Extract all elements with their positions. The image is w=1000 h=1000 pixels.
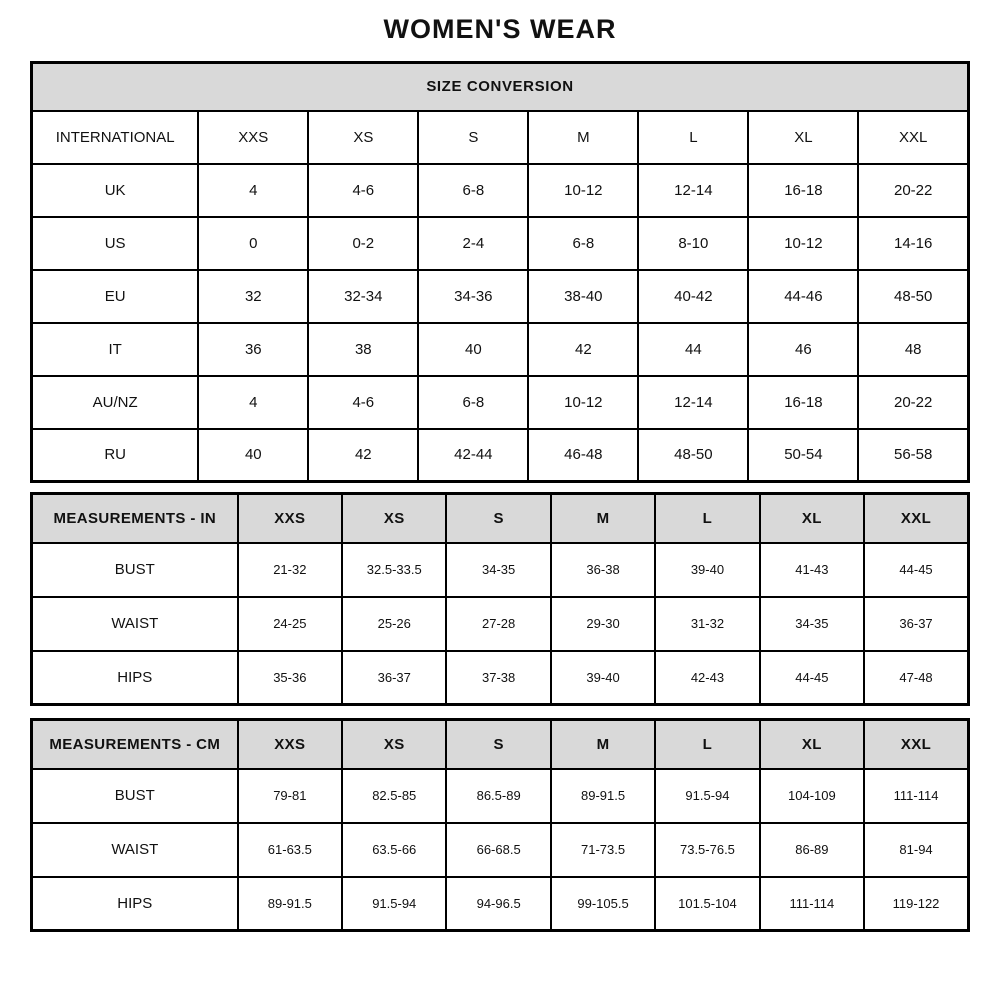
column-header: XXS: [238, 720, 342, 769]
value-cell: 20-22: [858, 164, 968, 217]
value-cell: 4: [198, 376, 308, 429]
value-cell: 32-34: [308, 270, 418, 323]
column-header: S: [446, 494, 550, 543]
table-title: MEASUREMENTS - CM: [32, 720, 238, 769]
value-cell: 2-4: [418, 217, 528, 270]
table-row: [32, 270, 969, 323]
size-conversion-table: [30, 61, 970, 483]
value-cell: 40-42: [638, 270, 748, 323]
table-title: MEASUREMENTS - IN: [32, 494, 238, 543]
column-header: XL: [760, 720, 864, 769]
value-cell: 40: [198, 429, 308, 482]
column-header: M: [551, 494, 655, 543]
value-cell: 81-94: [864, 823, 968, 877]
value-cell: 91.5-94: [655, 769, 759, 823]
value-cell: 56-58: [858, 429, 968, 482]
measurements-cm-table: [30, 718, 970, 932]
row-label: WAIST: [32, 823, 238, 877]
value-cell: 41-43: [760, 543, 864, 597]
column-header: L: [655, 720, 759, 769]
value-cell: 34-36: [418, 270, 528, 323]
value-cell: 4-6: [308, 376, 418, 429]
row-label: US: [32, 217, 199, 270]
value-cell: 10-12: [528, 376, 638, 429]
column-header: S: [418, 111, 528, 164]
value-cell: 35-36: [238, 651, 342, 705]
column-header: XXS: [198, 111, 308, 164]
value-cell: 40: [418, 323, 528, 376]
value-cell: 38-40: [528, 270, 638, 323]
table-row: [32, 323, 969, 376]
column-header: XL: [748, 111, 858, 164]
value-cell: 32.5-33.5: [342, 543, 446, 597]
column-header: L: [655, 494, 759, 543]
value-cell: 119-122: [864, 877, 968, 931]
value-cell: 16-18: [748, 376, 858, 429]
table-row: [32, 877, 969, 931]
value-cell: 86.5-89: [446, 769, 550, 823]
value-cell: 6-8: [528, 217, 638, 270]
value-cell: 99-105.5: [551, 877, 655, 931]
column-header: XL: [760, 494, 864, 543]
value-cell: 44: [638, 323, 748, 376]
value-cell: 12-14: [638, 376, 748, 429]
page-title: WOMEN'S WEAR: [383, 14, 617, 44]
column-header: M: [528, 111, 638, 164]
value-cell: 12-14: [638, 164, 748, 217]
value-cell: 46: [748, 323, 858, 376]
column-header: L: [638, 111, 748, 164]
value-cell: 79-81: [238, 769, 342, 823]
row-label: IT: [32, 323, 199, 376]
value-cell: 25-26: [342, 597, 446, 651]
row-label: AU/NZ: [32, 376, 199, 429]
measurements-in-table: [30, 492, 970, 706]
value-cell: 8-10: [638, 217, 748, 270]
value-cell: 44-46: [748, 270, 858, 323]
row-label: HIPS: [32, 651, 238, 705]
row-label: UK: [32, 164, 199, 217]
value-cell: 42-44: [418, 429, 528, 482]
value-cell: 86-89: [760, 823, 864, 877]
value-cell: 36-38: [551, 543, 655, 597]
value-cell: 48-50: [858, 270, 968, 323]
value-cell: 36-37: [342, 651, 446, 705]
value-cell: 44-45: [864, 543, 968, 597]
column-header: S: [446, 720, 550, 769]
row-label: BUST: [32, 769, 238, 823]
table-row: [32, 823, 969, 877]
value-cell: 32: [198, 270, 308, 323]
value-cell: 104-109: [760, 769, 864, 823]
value-cell: 6-8: [418, 164, 528, 217]
value-cell: 61-63.5: [238, 823, 342, 877]
value-cell: 10-12: [748, 217, 858, 270]
value-cell: 0-2: [308, 217, 418, 270]
value-cell: 31-32: [655, 597, 759, 651]
value-cell: 20-22: [858, 376, 968, 429]
column-header: XS: [342, 720, 446, 769]
value-cell: 89-91.5: [551, 769, 655, 823]
value-cell: 34-35: [760, 597, 864, 651]
value-cell: 101.5-104: [655, 877, 759, 931]
row-label: WAIST: [32, 597, 238, 651]
table-row: [32, 217, 969, 270]
table-row: [32, 376, 969, 429]
value-cell: 89-91.5: [238, 877, 342, 931]
row-label: HIPS: [32, 877, 238, 931]
value-cell: 82.5-85: [342, 769, 446, 823]
value-cell: 48-50: [638, 429, 748, 482]
row-label: BUST: [32, 543, 238, 597]
value-cell: 36-37: [864, 597, 968, 651]
value-cell: 6-8: [418, 376, 528, 429]
value-cell: 42-43: [655, 651, 759, 705]
column-header: XS: [308, 111, 418, 164]
value-cell: 37-38: [446, 651, 550, 705]
value-cell: 73.5-76.5: [655, 823, 759, 877]
column-header: XXL: [858, 111, 968, 164]
table-row: [32, 769, 969, 823]
value-cell: 24-25: [238, 597, 342, 651]
value-cell: 10-12: [528, 164, 638, 217]
value-cell: 36: [198, 323, 308, 376]
value-cell: 4-6: [308, 164, 418, 217]
table-row: [32, 543, 969, 597]
table-row: [32, 651, 969, 705]
value-cell: 46-48: [528, 429, 638, 482]
value-cell: 42: [528, 323, 638, 376]
column-header: XXL: [864, 494, 968, 543]
value-cell: 34-35: [446, 543, 550, 597]
value-cell: 14-16: [858, 217, 968, 270]
value-cell: 111-114: [864, 769, 968, 823]
value-cell: 48: [858, 323, 968, 376]
row-label-header: INTERNATIONAL: [32, 111, 199, 164]
value-cell: 38: [308, 323, 418, 376]
row-label: EU: [32, 270, 199, 323]
value-cell: 39-40: [551, 651, 655, 705]
value-cell: 21-32: [238, 543, 342, 597]
column-header: XS: [342, 494, 446, 543]
value-cell: 0: [198, 217, 308, 270]
column-header: XXS: [238, 494, 342, 543]
table-row: [32, 597, 969, 651]
value-cell: 111-114: [760, 877, 864, 931]
value-cell: 63.5-66: [342, 823, 446, 877]
table-row: [32, 164, 969, 217]
value-cell: 44-45: [760, 651, 864, 705]
value-cell: 71-73.5: [551, 823, 655, 877]
table-title: SIZE CONVERSION: [32, 63, 969, 111]
value-cell: 47-48: [864, 651, 968, 705]
value-cell: 42: [308, 429, 418, 482]
table-row: [32, 429, 969, 482]
value-cell: 39-40: [655, 543, 759, 597]
value-cell: 27-28: [446, 597, 550, 651]
value-cell: 91.5-94: [342, 877, 446, 931]
column-header: XXL: [864, 720, 968, 769]
value-cell: 29-30: [551, 597, 655, 651]
value-cell: 4: [198, 164, 308, 217]
value-cell: 50-54: [748, 429, 858, 482]
row-label: RU: [32, 429, 199, 482]
column-header: M: [551, 720, 655, 769]
value-cell: 94-96.5: [446, 877, 550, 931]
value-cell: 66-68.5: [446, 823, 550, 877]
value-cell: 16-18: [748, 164, 858, 217]
